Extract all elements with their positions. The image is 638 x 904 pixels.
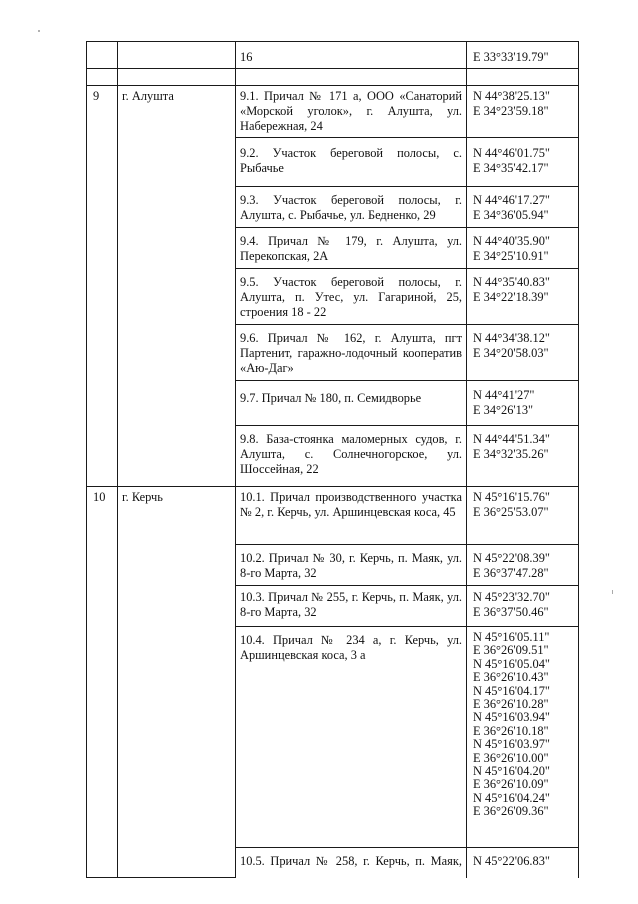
coordinate-line: N 44°44'51.34" <box>473 432 550 446</box>
coordinates-cell <box>467 187 579 228</box>
coordinate-line: E 36°26'10.09" <box>473 777 549 792</box>
description-text: 9.4. Причал № 179, г. Алушта, ул. Перекопская, 2А <box>240 234 462 263</box>
description-text: 16 <box>240 50 253 64</box>
coordinate-line: N 45°16'04.17" <box>473 683 550 698</box>
coordinate-line: N 44°46'17.27" <box>473 193 550 207</box>
description-text: 9.2. Участок береговой полосы, с. Рыбачье <box>240 146 462 175</box>
city-cell <box>118 487 236 878</box>
description-text: 10.5. Причал № 258, г. Керчь, п. Маяк, <box>240 854 462 868</box>
coordinate-line: N 45°22'08.39" <box>473 551 550 565</box>
description-text: 9.6. Причал № 162, г. Алушта, пгт Партенит, гаражно-лодочный кооператив «Аю-Даг» <box>240 331 462 375</box>
coordinate-line: E 36°26'10.00" <box>473 750 549 765</box>
city-cell <box>118 86 236 487</box>
description-cell <box>236 545 467 586</box>
coordinate-line: N 44°41'27" <box>473 388 535 402</box>
description-cell <box>236 86 467 138</box>
coordinate-line: N 44°38'25.13" <box>473 89 550 103</box>
spacer-row <box>87 69 579 86</box>
coordinate-line: N 44°46'01.75" <box>473 146 550 160</box>
description-cell <box>236 187 467 228</box>
coordinate-line: E 34°22'18.39" <box>473 290 549 304</box>
spacer-cell <box>87 69 118 86</box>
description-cell <box>236 228 467 269</box>
city-name: г. Керчь <box>122 490 163 504</box>
coordinate-line: E 34°26'13" <box>473 403 534 417</box>
description-cell <box>236 381 467 426</box>
coordinate-line: N 45°16'04.24" <box>473 790 550 805</box>
description-cell <box>236 42 467 69</box>
description-text: 10.4. Причал № 234 а, г. Керчь, ул. Аршинцевская коса, 3 а <box>240 633 462 662</box>
coordinate-line: E 36°25'53.07" <box>473 505 549 519</box>
coordinate-line: E 34°20'58.03" <box>473 346 549 360</box>
coordinate-line: E 34°35'42.17" <box>473 161 549 175</box>
spacer-cell <box>118 69 236 86</box>
coordinate-line: N 44°35'40.83" <box>473 275 550 289</box>
coordinates-cell <box>467 86 579 138</box>
coordinate-line: E 34°36'05.94" <box>473 208 549 222</box>
coordinates-cell <box>467 325 579 381</box>
description-cell <box>236 848 467 878</box>
regulations-table <box>86 41 579 878</box>
coordinate-line: E 36°26'10.43" <box>473 670 549 685</box>
description-text: 9.8. База-стоянка маломерных судов, г. Алушта, с. Солнечногорское, ул. Шоссейная, 22 <box>240 432 462 476</box>
coordinate-line: N 45°16'05.11" <box>473 630 550 644</box>
coordinate-line: N 45°23'32.70" <box>473 590 550 604</box>
coordinate-line: E 36°26'09.51" <box>473 643 549 658</box>
coordinate-line: N 44°40'35.90" <box>473 234 550 248</box>
description-cell <box>236 487 467 545</box>
coordinate-line: N 45°16'05.04" <box>473 656 550 671</box>
coordinates-cell <box>467 848 579 878</box>
description-text: 10.1. Причал производственного участка № 2, г. Керчь, ул. Аршинцевская коса, 45 <box>240 490 462 519</box>
coordinate-line: N 45°16'03.94" <box>473 710 550 725</box>
coordinates-cell <box>467 586 579 627</box>
description-text: 9.3. Участок береговой полосы, г. Алушта, с. Рыбачье, ул. Бедненко, 29 <box>240 193 462 222</box>
spacer-cell <box>467 69 579 86</box>
coordinate-line: N 45°16'15.76" <box>473 490 550 504</box>
coordinate-line: E 34°32'35.26" <box>473 447 549 461</box>
description-text: 10.2. Причал № 30, г. Керчь, п. Маяк, ул. 8-го Марта, 32 <box>240 551 462 580</box>
description-cell <box>236 138 467 187</box>
coordinate-line: N 44°34'38.12" <box>473 331 550 345</box>
coordinate-line: E 33°33'19.79" <box>473 50 549 64</box>
coordinate-line: E 36°26'10.28" <box>473 697 549 712</box>
description-text: 9.1. Причал № 171 а, ООО «Санаторий «Морской уголок», г. Алушта, ул. Набережная, 24 <box>240 89 462 133</box>
coordinate-line: E 36°26'09.36" <box>473 804 549 819</box>
description-cell <box>236 325 467 381</box>
table-row <box>87 86 579 138</box>
coordinates-cell <box>467 426 579 487</box>
description-cell <box>236 269 467 325</box>
coordinate-line: E 34°25'10.91" <box>473 249 549 263</box>
row-number-cell <box>87 42 118 69</box>
description-text: 9.5. Участок береговой полосы, г. Алушта, п. Утес, ул. Гагариной, 25, строения 18 - 22 <box>240 275 462 319</box>
spacer-cell <box>236 69 467 86</box>
coordinate-line: N 45°16'03.97" <box>473 737 550 752</box>
description-cell <box>236 627 467 848</box>
coordinates-cell <box>467 228 579 269</box>
coordinate-line: E 36°37'50.46" <box>473 605 549 619</box>
coordinate-line: N 45°22'06.83" <box>473 854 550 868</box>
table-body <box>87 42 579 878</box>
row-number: 9 <box>93 89 100 103</box>
city-cell <box>118 42 236 69</box>
scan-mark <box>612 590 613 594</box>
scan-speck <box>38 30 40 32</box>
table-row <box>87 42 579 69</box>
row-number-cell <box>87 487 118 878</box>
description-cell <box>236 586 467 627</box>
coordinate-line: N 45°16'04.20" <box>473 764 550 779</box>
coordinates-cell <box>467 269 579 325</box>
row-number: 10 <box>93 490 106 504</box>
description-text: 10.3. Причал № 255, г. Керчь, п. Маяк, ул. 8-го Марта, 32 <box>240 590 462 619</box>
coordinates-cell <box>467 381 579 426</box>
description-text: 9.7. Причал № 180, п. Семидворье <box>240 391 422 405</box>
coordinate-line: E 36°37'47.28" <box>473 566 549 580</box>
description-cell <box>236 426 467 487</box>
city-name: г. Алушта <box>122 89 174 103</box>
table-row <box>87 487 579 545</box>
coordinates-cell <box>467 487 579 545</box>
coordinates-cell <box>467 42 579 69</box>
coordinates-cell <box>467 138 579 187</box>
row-number-cell <box>87 86 118 487</box>
coordinates-cell <box>467 545 579 586</box>
coordinate-line: E 36°26'10.18" <box>473 723 549 738</box>
coordinate-line: E 34°23'59.18" <box>473 104 549 118</box>
coordinates-cell <box>467 627 579 848</box>
